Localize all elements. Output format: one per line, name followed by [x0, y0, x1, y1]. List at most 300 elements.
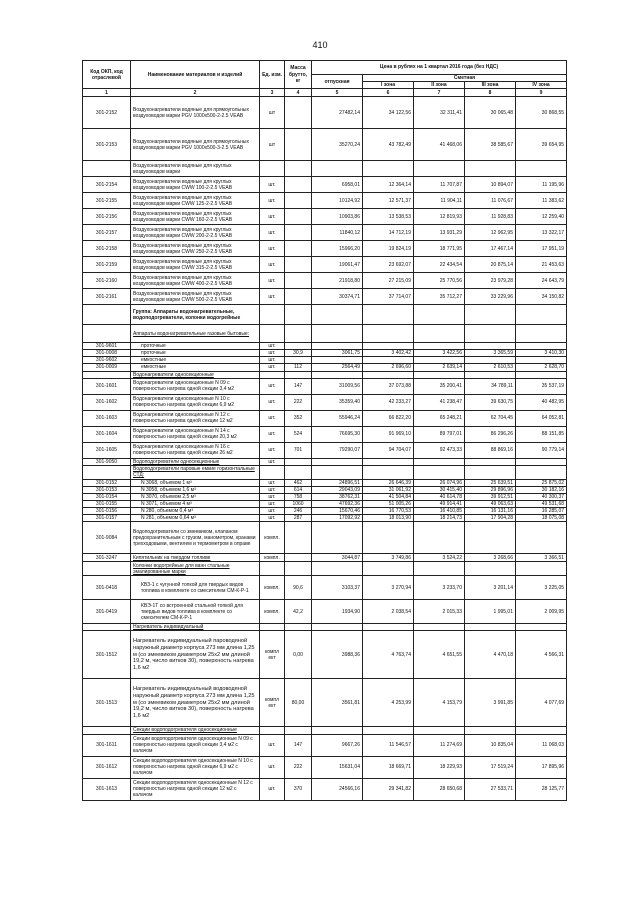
- price-zone-1: 43 782,49: [363, 129, 414, 161]
- item-unit: [260, 562, 285, 576]
- item-code: 301-1601: [83, 378, 131, 394]
- release-price: [312, 343, 363, 350]
- release-price: 10903,86: [312, 209, 363, 225]
- item-unit: компл.: [260, 576, 285, 600]
- table-row: [83, 161, 567, 177]
- item-unit: шт.: [260, 364, 285, 371]
- item-name: Водонагреватели односекционные N 16 с поверхностью нагрева одной секции 26 м2: [131, 442, 260, 458]
- release-price: [312, 161, 363, 177]
- item-name: Воздухонагреватели водяные для круглых воздуховодов марки CWW 125-2-2.5 VEAB: [131, 193, 260, 209]
- item-code: 301-1602: [83, 394, 131, 410]
- price-zone-2: 25 770,56: [414, 273, 465, 289]
- header-zone-4: IV зона: [516, 82, 567, 89]
- price-zone-2: 30 415,40: [414, 486, 465, 493]
- item-mass: 42,2: [285, 600, 312, 624]
- item-code: 301-2153: [83, 129, 131, 161]
- item-mass: [285, 161, 312, 177]
- item-unit: шт.: [260, 458, 285, 465]
- price-zone-1: 42 233,27: [363, 394, 414, 410]
- table-body: [83, 97, 567, 800]
- price-zone-1: 51 005,26: [363, 501, 414, 508]
- release-price: 17092,92: [312, 515, 363, 522]
- item-name: КВЗ-1 с чугунной топкой для твердых видов топлива в комплекте со смесителем СМ-К-Р-1: [131, 576, 260, 600]
- price-zone-3: 27 533,71: [465, 778, 516, 800]
- price-zone-1: [363, 371, 414, 378]
- release-price: 79290,07: [312, 442, 363, 458]
- col-num: 8: [465, 89, 516, 97]
- table-row: [83, 508, 567, 515]
- item-code: 301-2155: [83, 193, 131, 209]
- price-zone-2: 16 410,85: [414, 508, 465, 515]
- item-name: Водоподогреватели односекционные: [131, 458, 260, 465]
- price-zone-4: 13 322,17: [516, 225, 567, 241]
- item-name: Секции водоподогревателя односекционные N 10 с поверхностью нагрева одной секции 6,9 м2 с калачом: [131, 756, 260, 778]
- release-price: 15966,20: [312, 241, 363, 257]
- item-name: проточные: [131, 350, 260, 357]
- item-mass: 112: [285, 364, 312, 371]
- header-mass: Масса брутто, кг: [285, 61, 312, 89]
- price-zone-1: 18 669,71: [363, 756, 414, 778]
- header-zone-1: I зона: [363, 82, 414, 89]
- price-zone-3: 30 065,48: [465, 97, 516, 129]
- price-zone-1: 34 122,56: [363, 97, 414, 129]
- table-row: [83, 479, 567, 486]
- price-zone-4: 30 868,55: [516, 97, 567, 129]
- price-zone-4: 88 151,85: [516, 426, 567, 442]
- item-mass: [285, 624, 312, 631]
- table-row: [83, 97, 567, 129]
- item-code: 301-2154: [83, 177, 131, 193]
- item-code: [83, 325, 131, 343]
- release-price: 38762,31: [312, 493, 363, 500]
- item-unit: [260, 325, 285, 343]
- col-num: 6: [363, 89, 414, 97]
- price-zone-4: [516, 465, 567, 479]
- price-zone-3: [465, 458, 516, 465]
- item-mass: [285, 209, 312, 225]
- price-zone-4: 16 285,07: [516, 508, 567, 515]
- item-mass: 524: [285, 426, 312, 442]
- price-zone-2: 35 200,41: [414, 378, 465, 394]
- table-row: [83, 378, 567, 394]
- item-mass: 80,00: [285, 679, 312, 727]
- price-zone-1: 13 538,53: [363, 209, 414, 225]
- item-unit: шт.: [260, 273, 285, 289]
- release-price: 47692,36: [312, 501, 363, 508]
- release-price: 2564,49: [312, 364, 363, 371]
- price-zone-3: [465, 562, 516, 576]
- item-unit: шт.: [260, 357, 285, 364]
- release-price: 35270,24: [312, 129, 363, 161]
- header-release-price: отпускная: [312, 75, 363, 89]
- item-name: Воздухонагреватели водяные для круглых воздуховодов марки CWW 250-2-2.5 VEAB: [131, 241, 260, 257]
- item-code: 301-1512: [83, 631, 131, 679]
- release-price: 3061,75: [312, 350, 363, 357]
- price-zone-4: 40 300,37: [516, 493, 567, 500]
- table-row: [83, 501, 567, 508]
- price-zone-1: [363, 161, 414, 177]
- item-code: 301-0418: [83, 576, 131, 600]
- price-zone-4: [516, 522, 567, 554]
- price-zone-4: 90 779,14: [516, 442, 567, 458]
- item-unit: компл ект: [260, 631, 285, 679]
- item-unit: шт.: [260, 193, 285, 209]
- item-code: [83, 305, 131, 325]
- page-number: 410: [312, 40, 328, 50]
- release-price: 10124,92: [312, 193, 363, 209]
- price-zone-1: 3 270,94: [363, 576, 414, 600]
- table-row: [83, 515, 567, 522]
- item-mass: [285, 458, 312, 465]
- release-price: [312, 465, 363, 479]
- price-zone-2: 4 651,55: [414, 631, 465, 679]
- item-code: 301-9602: [83, 357, 131, 364]
- item-name: Воздухонагреватели водяные для круглых воздуховодов марки CWW 200-2-2.5 VEAB: [131, 225, 260, 241]
- table-row: [83, 679, 567, 727]
- item-mass: 287: [285, 515, 312, 522]
- item-code: 301-0153: [83, 486, 131, 493]
- price-zone-4: [516, 325, 567, 343]
- table-row: [83, 289, 567, 305]
- item-mass: 222: [285, 756, 312, 778]
- price-zone-3: 1 995,01: [465, 600, 516, 624]
- release-price: 35359,40: [312, 394, 363, 410]
- price-zone-1: 3 402,42: [363, 350, 414, 357]
- item-name: Аппараты водонагревательные газовые бытовые:: [131, 325, 260, 343]
- table-row: [83, 241, 567, 257]
- item-mass: [285, 257, 312, 273]
- price-zone-3: [465, 727, 516, 734]
- item-unit: [260, 161, 285, 177]
- price-zone-4: 2 628,70: [516, 364, 567, 371]
- price-zone-2: 18 214,73: [414, 515, 465, 522]
- item-unit: шт.: [260, 426, 285, 442]
- table-row: [83, 343, 567, 350]
- price-zone-1: 37 714,07: [363, 289, 414, 305]
- price-zone-3: 23 979,28: [465, 273, 516, 289]
- price-zone-1: 37 073,88: [363, 378, 414, 394]
- release-price: [312, 727, 363, 734]
- item-mass: 147: [285, 378, 312, 394]
- header-name: Наименование материалов и изделий: [131, 61, 260, 89]
- item-code: 301-0157: [83, 515, 131, 522]
- release-price: 3044,87: [312, 554, 363, 562]
- price-zone-2: 11 904,11: [414, 193, 465, 209]
- price-zone-1: 94 704,07: [363, 442, 414, 458]
- price-zone-1: 18 013,90: [363, 515, 414, 522]
- item-mass: [285, 554, 312, 562]
- item-unit: компл.: [260, 554, 285, 562]
- item-code: 301-3247: [83, 554, 131, 562]
- price-zone-4: 34 150,82: [516, 289, 567, 305]
- release-price: 15631,04: [312, 756, 363, 778]
- table-row: [83, 193, 567, 209]
- release-price: 3988,36: [312, 631, 363, 679]
- item-name: Секции водоподогревателя односекционные N 09 с поверхностью нагрева одной секции 3,4 м2 с калачом: [131, 734, 260, 756]
- price-zone-4: [516, 357, 567, 364]
- price-zone-4: [516, 161, 567, 177]
- item-name: Нагреватель индивидуальный водоводяной наружный диаметр корпуса 273 мм длина 1,25 м (со змеевиком диаметром 25x2 мм длиной 19,2 м, число витков 30), поверхность нагрева 1,6 м2: [131, 679, 260, 727]
- release-price: 24896,51: [312, 479, 363, 486]
- price-zone-4: 17 895,96: [516, 756, 567, 778]
- price-zone-4: 18 075,08: [516, 515, 567, 522]
- item-code: 301-2160: [83, 273, 131, 289]
- price-zone-2: 28 650,68: [414, 778, 465, 800]
- item-name: Секции водоподогревателя односекционные N 12 с поверхностью нагрева одной секции 12 м2 с калачом: [131, 778, 260, 800]
- table-row: [83, 442, 567, 458]
- item-name: емкостные: [131, 364, 260, 371]
- price-zone-4: [516, 727, 567, 734]
- price-zone-2: 22 434,54: [414, 257, 465, 273]
- price-zone-2: 11 707,87: [414, 177, 465, 193]
- item-mass: [285, 305, 312, 325]
- item-unit: [260, 465, 285, 479]
- item-name: Группа: Аппараты водонагревательные, водоподогреватели, колонки водогрейные: [131, 305, 260, 325]
- release-price: [312, 357, 363, 364]
- price-zone-4: [516, 624, 567, 631]
- price-zone-4: [516, 458, 567, 465]
- item-mass: [285, 562, 312, 576]
- item-code: 301-0155: [83, 501, 131, 508]
- item-name: Секции водоподогревателя односекционные: [131, 727, 260, 734]
- price-zone-2: 41 238,47: [414, 394, 465, 410]
- item-unit: шт.: [260, 778, 285, 800]
- price-zone-2: [414, 727, 465, 734]
- price-zone-1: 31 061,92: [363, 486, 414, 493]
- price-zone-3: 2 610,53: [465, 364, 516, 371]
- price-zone-3: 10 835,04: [465, 734, 516, 756]
- item-name: емкостные: [131, 357, 260, 364]
- col-num: 5: [312, 89, 363, 97]
- price-zone-3: [465, 371, 516, 378]
- table-row: [83, 209, 567, 225]
- table-row: [83, 325, 567, 343]
- item-unit: компл.: [260, 600, 285, 624]
- item-name: N 3068, объемом 1 м³: [131, 479, 260, 486]
- price-zone-2: [414, 371, 465, 378]
- item-code: 301-0009: [83, 364, 131, 371]
- item-name: Воздухонагреватели водяные для круглых воздуховодов марки CWW 315-2-2.5 VEAB: [131, 257, 260, 273]
- header-price-group: Цена в рублях на 1 квартал 2016 года (без НДС): [312, 61, 567, 75]
- price-zone-4: 3 366,51: [516, 554, 567, 562]
- item-name: Нагреватель индивидуальный пароводяной наружный диаметр корпуса 273 мм длина 1,25 м (со змеевиком диаметром 25x2 мм длиной 19,2 м, число витков 30), поверхность нагрева 1,6 м2: [131, 631, 260, 679]
- col-num: 4: [285, 89, 312, 97]
- price-zone-4: [516, 562, 567, 576]
- item-unit: шт.: [260, 209, 285, 225]
- price-zone-4: 12 259,40: [516, 209, 567, 225]
- price-zone-1: [363, 458, 414, 465]
- release-price: [312, 305, 363, 325]
- price-zone-4: 30 182,16: [516, 486, 567, 493]
- item-unit: шт.: [260, 289, 285, 305]
- column-number-row: [83, 89, 567, 97]
- price-zone-2: 13 931,29: [414, 225, 465, 241]
- item-name: КВЭ-1Т со встроенной стальной топкой для твердых видов топлива в комплекте со смесителем СМ-К-Р-1: [131, 600, 260, 624]
- price-zone-3: 10 894,07: [465, 177, 516, 193]
- price-zone-3: [465, 305, 516, 325]
- price-zone-2: 3 422,56: [414, 350, 465, 357]
- price-zone-4: [516, 371, 567, 378]
- price-zone-1: [363, 465, 414, 479]
- release-price: 29043,09: [312, 486, 363, 493]
- item-code: 301-0152: [83, 479, 131, 486]
- price-zone-1: [363, 305, 414, 325]
- header-code: Код ОКП, код отраслевой: [83, 61, 131, 89]
- item-code: [83, 161, 131, 177]
- item-unit: шт.: [260, 734, 285, 756]
- price-zone-4: 28 125,77: [516, 778, 567, 800]
- col-num: 2: [131, 89, 260, 97]
- item-mass: [285, 193, 312, 209]
- item-code: 301-9050: [83, 458, 131, 465]
- price-zone-2: 2 639,14: [414, 364, 465, 371]
- item-name: Воздухонагреватели водяные для круглых воздуховодов марки CWW 100-2-2.5 VEAB: [131, 177, 260, 193]
- item-code: 301-1513: [83, 679, 131, 727]
- item-name: Водонагреватели односекционные: [131, 371, 260, 378]
- price-zone-2: 41 468,06: [414, 129, 465, 161]
- item-name: N 3071, объемом 4 м³: [131, 501, 260, 508]
- price-zone-3: [465, 343, 516, 350]
- item-unit: компл ект: [260, 679, 285, 727]
- price-zone-3: 86 296,26: [465, 426, 516, 442]
- price-zone-2: [414, 522, 465, 554]
- release-price: 24566,16: [312, 778, 363, 800]
- price-zone-1: 3 749,86: [363, 554, 414, 562]
- price-table: [82, 60, 567, 801]
- release-price: 19061,47: [312, 257, 363, 273]
- price-zone-3: 29 896,96: [465, 486, 516, 493]
- price-zone-1: 14 712,19: [363, 225, 414, 241]
- item-code: 301-2161: [83, 289, 131, 305]
- item-unit: [260, 624, 285, 631]
- item-name: Водонагреватели односекционные N 10 с поверхностью нагрева одной секции 6,9 м2: [131, 394, 260, 410]
- table-row: [83, 410, 567, 426]
- item-mass: 758: [285, 493, 312, 500]
- item-code: [83, 371, 131, 378]
- price-zone-3: [465, 325, 516, 343]
- price-zone-3: 33 229,96: [465, 289, 516, 305]
- item-mass: 246: [285, 508, 312, 515]
- price-zone-2: 11 274,69: [414, 734, 465, 756]
- release-price: 15670,46: [312, 508, 363, 515]
- item-mass: [285, 225, 312, 241]
- item-name: Водонагреватели односекционные N 12 с поверхностью нагрева одной секции 12 м2: [131, 410, 260, 426]
- table-row: [83, 129, 567, 161]
- price-zone-2: 92 473,33: [414, 442, 465, 458]
- table-row: [83, 305, 567, 325]
- price-zone-2: 35 712,27: [414, 289, 465, 305]
- table-row: [83, 458, 567, 465]
- price-zone-3: 88 869,16: [465, 442, 516, 458]
- price-zone-1: 2 696,60: [363, 364, 414, 371]
- price-zone-4: 24 643,79: [516, 273, 567, 289]
- item-mass: [285, 97, 312, 129]
- item-code: 301-2157: [83, 225, 131, 241]
- item-code: 301-1604: [83, 426, 131, 442]
- price-zone-3: 3 268,66: [465, 554, 516, 562]
- item-mass: 370: [285, 778, 312, 800]
- table-row: [83, 465, 567, 479]
- item-code: 301-1611: [83, 734, 131, 756]
- release-price: 1934,90: [312, 600, 363, 624]
- price-zone-3: 4 470,18: [465, 631, 516, 679]
- price-zone-2: 89 797,01: [414, 426, 465, 442]
- price-zone-3: 39 912,51: [465, 493, 516, 500]
- item-code: 301-0419: [83, 600, 131, 624]
- price-zone-4: 3 410,30: [516, 350, 567, 357]
- price-zone-1: 12 364,14: [363, 177, 414, 193]
- price-zone-1: 11 546,57: [363, 734, 414, 756]
- item-unit: шт.: [260, 177, 285, 193]
- price-zone-4: 17 951,19: [516, 241, 567, 257]
- price-zone-2: 65 248,21: [414, 410, 465, 426]
- item-unit: шт.: [260, 350, 285, 357]
- item-mass: 701: [285, 442, 312, 458]
- release-price: 3103,37: [312, 576, 363, 600]
- price-zone-4: 21 453,63: [516, 257, 567, 273]
- price-zone-3: 39 630,75: [465, 394, 516, 410]
- price-zone-1: 19 824,19: [363, 241, 414, 257]
- item-code: 301-1603: [83, 410, 131, 426]
- release-price: [312, 562, 363, 576]
- table-row: [83, 522, 567, 554]
- item-code: 301-0154: [83, 493, 131, 500]
- price-zone-2: [414, 465, 465, 479]
- item-name: Колонки водогрейные для ванн стальные эмалированные марки: [131, 562, 260, 576]
- price-zone-3: [465, 357, 516, 364]
- price-zone-1: 29 341,82: [363, 778, 414, 800]
- table-row: [83, 350, 567, 357]
- release-price: 27482,14: [312, 97, 363, 129]
- price-zone-1: 41 504,84: [363, 493, 414, 500]
- release-price: 76695,30: [312, 426, 363, 442]
- price-zone-1: 16 770,53: [363, 508, 414, 515]
- item-mass: [285, 241, 312, 257]
- item-unit: шт: [260, 129, 285, 161]
- table-row: [83, 257, 567, 273]
- price-zone-3: 17 519,24: [465, 756, 516, 778]
- release-price: [312, 371, 363, 378]
- table-row: [83, 177, 567, 193]
- col-num: 7: [414, 89, 465, 97]
- item-mass: 462: [285, 479, 312, 486]
- item-code: 301-9084: [83, 522, 131, 554]
- item-name: N 281, объемом 0,64 м³: [131, 515, 260, 522]
- item-name: Водонагреватели односекционные N 14 с поверхностью нагрева одной секции 20,3 м2: [131, 426, 260, 442]
- price-zone-3: 17 467,14: [465, 241, 516, 257]
- item-unit: шт.: [260, 501, 285, 508]
- item-name: Кипятильник на твердом топливе: [131, 554, 260, 562]
- price-zone-3: 11 928,83: [465, 209, 516, 225]
- price-zone-3: 20 875,14: [465, 257, 516, 273]
- table-row: [83, 727, 567, 734]
- item-unit: шт.: [260, 343, 285, 350]
- item-code: 301-1613: [83, 778, 131, 800]
- release-price: [312, 325, 363, 343]
- item-unit: шт.: [260, 479, 285, 486]
- price-zone-2: [414, 562, 465, 576]
- item-mass: [285, 465, 312, 479]
- item-mass: [285, 129, 312, 161]
- item-mass: 30,9: [285, 350, 312, 357]
- table-row: [83, 576, 567, 600]
- release-price: 31009,56: [312, 378, 363, 394]
- price-zone-1: [363, 357, 414, 364]
- item-unit: шт.: [260, 442, 285, 458]
- price-zone-4: 4 077,69: [516, 679, 567, 727]
- price-zone-2: 40 614,78: [414, 493, 465, 500]
- price-zone-1: 12 571,37: [363, 193, 414, 209]
